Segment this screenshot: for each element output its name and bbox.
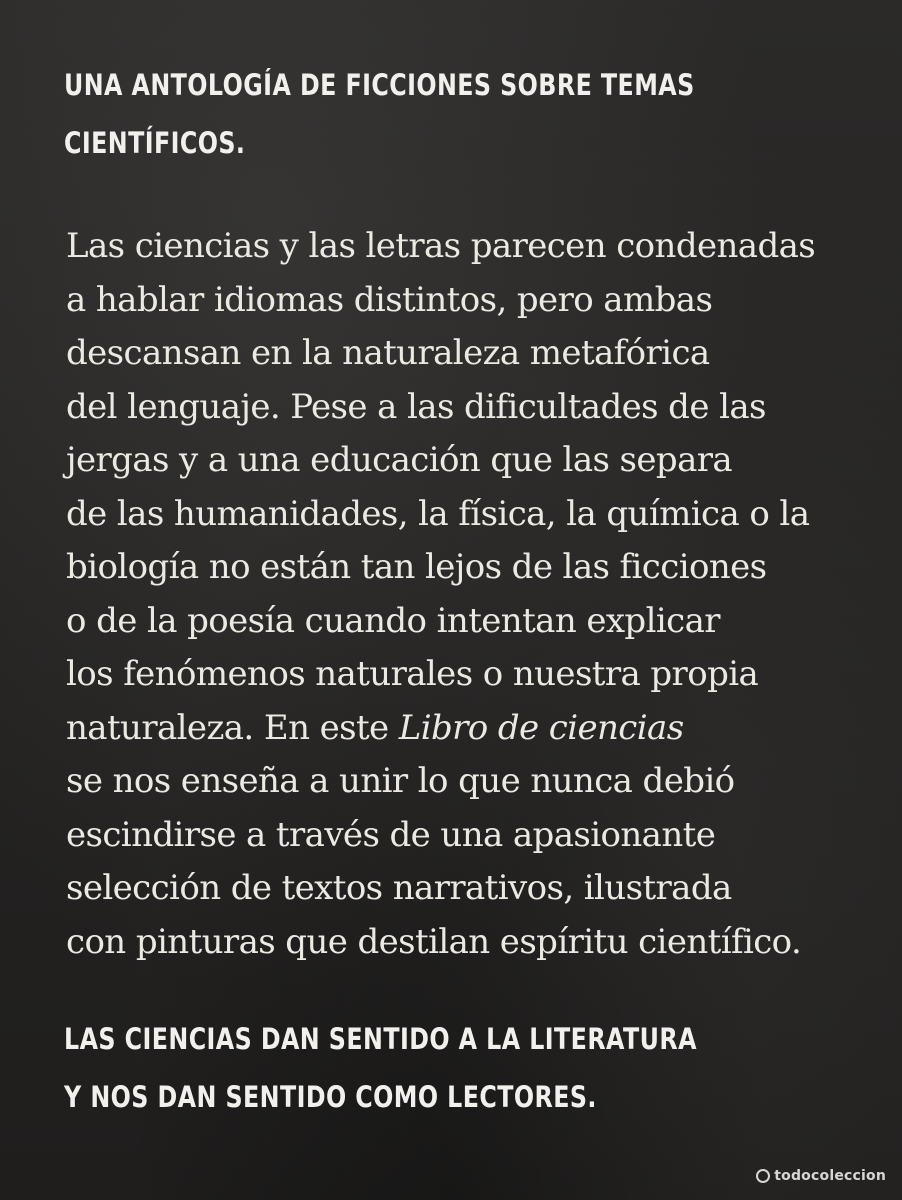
blurb-line: los fenómenos naturales o nuestra propia xyxy=(66,654,759,694)
blurb-line: descansan en la naturaleza metafórica xyxy=(66,333,710,373)
closing-heading xyxy=(64,1010,704,1126)
blurb-line: con pinturas que destilan espíritu científico. xyxy=(66,921,802,962)
intro-heading xyxy=(64,56,704,172)
blurb-line: escindirse a través de una apasionante xyxy=(66,814,716,855)
blurb-line xyxy=(66,702,856,756)
watermark-text: todocoleccion xyxy=(774,1168,886,1184)
book-title: Libro de ciencias xyxy=(398,707,684,748)
intro-heading-line: UNA ANTOLOGÍA DE FICCIONES SOBRE TEMAS xyxy=(64,68,695,102)
closing-heading-line: Y NOS DAN SENTIDO COMO LECTORES. xyxy=(64,1080,597,1114)
blurb-line: selección de textos narrativos, ilustrada xyxy=(66,868,732,908)
blurb-line: o de la poesía cuando intentan explicar xyxy=(66,600,720,641)
blurb-line: jergas y a una educación que las separa xyxy=(66,440,733,480)
blurb-line: del lenguaje. Pese a las dificultades de las xyxy=(66,386,766,427)
blurb-line: de las humanidades, la física, la química o la xyxy=(66,493,810,534)
blurb-line-start: naturaleza. En este xyxy=(66,707,399,748)
blurb-line: Las ciencias y las letras parecen condenadas xyxy=(66,226,816,266)
watermark xyxy=(756,1168,886,1184)
blurb-line: biología no están tan lejos de las ficciones xyxy=(66,547,767,587)
blurb-line: se nos enseña a unir lo que nunca debió xyxy=(66,761,735,801)
closing-heading-line: LAS CIENCIAS DAN SENTIDO A LA LITERATURA xyxy=(64,1022,697,1056)
blurb-paragraph xyxy=(66,220,856,969)
circle-logo-icon xyxy=(756,1169,770,1183)
blurb-line: a hablar idiomas distintos, pero ambas xyxy=(66,279,713,320)
intro-heading-line: CIENTÍFICOS. xyxy=(64,126,246,160)
